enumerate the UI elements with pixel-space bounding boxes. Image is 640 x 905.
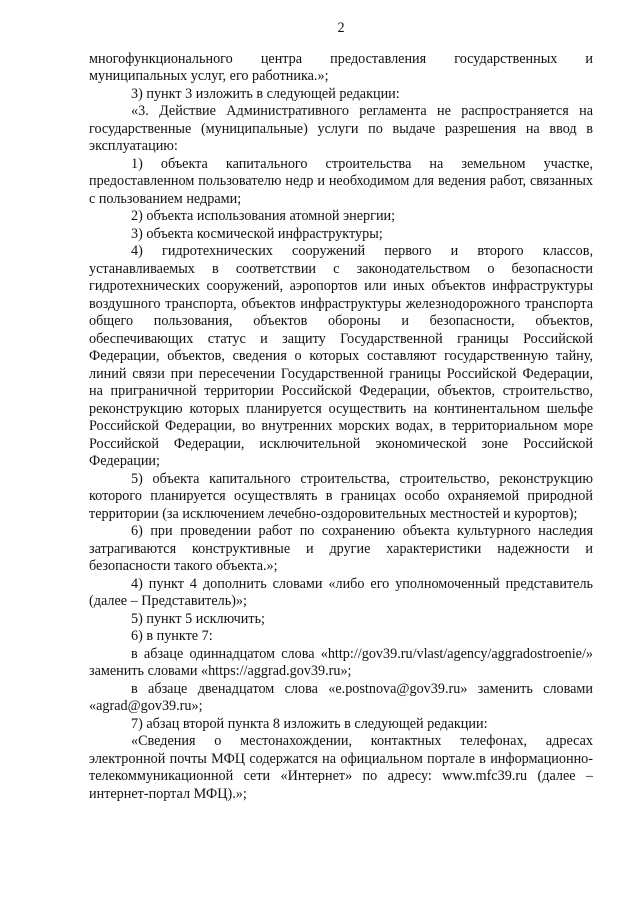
paragraph-subitem-2: 2) объекта использования атомной энергии; [131, 208, 396, 224]
paragraph-paragraph-12-change: в абзаце двенадцатом слова «e.postnova@gov39.ru» заменить словами «agrad@gov39.ru»; [89, 680, 593, 714]
paragraph-subitem-5: 5) объекта капитального строительства, строительство, реконструкцию которого планируется осуществлять в границах особо охраняемой природной территории (за исключением лечебно-оздоровительных местностей и курортов); [89, 470, 593, 522]
paragraph-subitem-4: 4) гидротехнических сооружений первого и второго классов, устанавливаемых в соответствии с законодательством о безопасности гидротехнических сооружений, аэропортов или иных объектов инфраструктуры воздушного транспорта, объектов инфраструктуры железнодорожного транспорта общего пользования, объектов обороны и безопасности, объектов, обеспечивающих статус и защиту Государственной границы Российской Федерации, объектов, сведения о которых составляют государственную тайну, линий связи при пересечении Государственной границы Российской Федерации, на приграничной территории Российской Федерации, объектов, строительство, реконструкцию которых планируется осуществить на континентальном шельфе Российской Федерации, во внутренних морских водах, в территориальном море Российской Федерации, исключительной экономической зоне Российской Федерации; [89, 243, 593, 469]
paragraph-item-7: 7) абзац второй пункта 8 изложить в следующей редакции: [131, 715, 488, 732]
paragraph-subitem-6: 6) при проведении работ по сохранению объекта культурного наследия затрагиваются конструктивные и другие характеристики надежности и безопасности такого объекта.»; [89, 523, 593, 574]
paragraph-subitem-3: 3) объекта космической инфраструктуры; [131, 225, 383, 242]
document-page [89, 20, 593, 803]
paragraph-item-3: 3) пункт 3 изложить в следующей редакции: [131, 85, 400, 102]
paragraph-paragraph-11-change: в абзаце одиннадцатом слова «http://gov39.ru/vlast/agency/aggradostroenie/» заменить словами «https://aggrad.gov39.ru»; [89, 645, 593, 679]
paragraph-item-4: 4) пункт 4 дополнить словами «либо его уполномоченный представитель (далее – Представитель)»; [89, 575, 593, 609]
paragraph-continuation: многофункционального центра предоставления государственных и муниципальных услуг, его работника.»; [89, 50, 593, 84]
paragraph-mfc-info: «Сведения о местонахождении, контактных телефонах, адресах электронной почты МФЦ содержатся на официальном портале в информационно-телекоммуникационной сети «Интернет» по адресу: www.mfc39.ru (далее – интернет-портал МФЦ).»; [89, 733, 593, 802]
paragraph-clause-3: «3. Действие Административного регламента не распространяется на государственные (муниципальные) услуги по выдаче разрешения на ввод в эксплуатацию: [89, 103, 593, 154]
paragraph-subitem-1: 1) объекта капитального строительства на земельном участке, предоставленном пользователю недр и необходимом для ведения работ, связанных с пользованием недрами; [89, 155, 593, 207]
paragraph-item-5: 5) пункт 5 исключить; [131, 610, 265, 627]
paragraph-item-6: 6) в пункте 7: [131, 628, 213, 644]
page-number: 2 [337, 20, 345, 36]
